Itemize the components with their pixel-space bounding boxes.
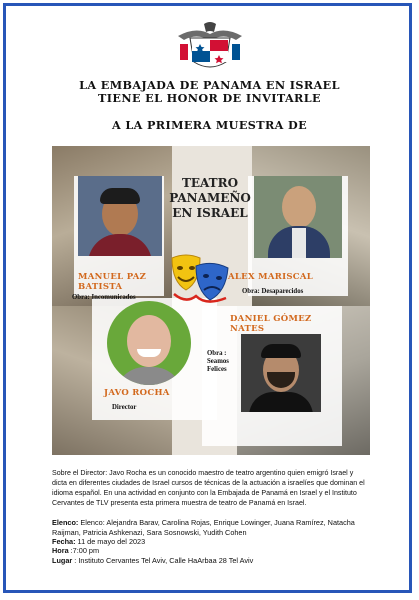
poster-title-line: PANAMEÑO [169, 191, 251, 205]
invitation-line-2: TIENE EL HONOR DE INVITARLE [98, 91, 321, 105]
role-label [207, 350, 243, 374]
person-name-line: ALEX MARISCAL [228, 272, 314, 282]
person-name-line: DANIEL GÓMEZ [230, 314, 312, 324]
venue-value: : Instituto Cervantes Tel Aviv, Calle HaArbaa 28 Tel Aviv [72, 556, 254, 565]
person-name-daniel-gomez-nates [230, 314, 330, 334]
cast-label: Elenco: [52, 518, 79, 527]
role-label-line: Obra : [207, 350, 227, 357]
poster-title-line: TEATRO [181, 176, 239, 190]
cast-value: Elenco: Alejandra Barav, Carolina Rojas, Enrique Lowinger, Juana Ramírez, Natacha Raijman, Patricia Ashkenazi, Sara Sosnowski, Yudith Cohen [52, 518, 355, 537]
date-value: 11 de mayo del 2023 [75, 537, 146, 546]
invitation-line-1: LA EMBAJADA DE PANAMA EN ISRAEL [79, 78, 340, 92]
person-name-line: BATISTA [78, 282, 123, 292]
time-info [52, 546, 372, 556]
portrait-daniel-gomez-nates [241, 334, 321, 412]
director-description: Sobre el Director: Javo Rocha es un conocido maestro de teatro argentino quien emigró Israel y dicta en diferentes ciudades de Israel cursos de técnicas de la actuación a israelíes que dominan el idioma español. En una actividad en conjunto con la Embajada de Panamá en Israel y el Instituto Cervantes de TLV presenta esta primera muestra de teatro de Panamá en Israel. [52, 469, 365, 507]
person-name-line: MANUEL PAZ [78, 272, 147, 282]
person-name-manuel-paz-batista [78, 272, 146, 292]
theater-masks-icon [166, 252, 234, 306]
time-label: Hora [52, 546, 69, 555]
venue-label: Lugar [52, 556, 73, 565]
poster-title-line: EN ISRAEL [172, 206, 248, 220]
cast-info [52, 518, 372, 538]
poster-collage [52, 146, 370, 455]
role-label: Obra: Desaparecidos [242, 288, 304, 295]
person-name-javo-rocha [104, 388, 170, 398]
venue-info [52, 556, 372, 566]
portrait-manuel-paz-batista [78, 176, 162, 256]
invitation-line-3: A LA PRIMERA MUESTRA DE [111, 118, 308, 132]
portrait-javo-rocha [107, 301, 191, 385]
role-label: Obra: Incomunicados [72, 294, 136, 301]
person-name-line: NATES [230, 324, 265, 334]
person-name-alex-mariscal [228, 272, 313, 282]
role-label-line: Felices [207, 366, 227, 373]
role-label-line: Seamos [207, 358, 229, 365]
time-value: :7:00 pm [68, 546, 100, 555]
panama-coat-of-arms-icon [176, 22, 244, 72]
date-label: Fecha: [52, 537, 76, 546]
person-name-line: JAVO ROCHA [104, 388, 170, 398]
role-label: Director [112, 404, 137, 411]
poster-title [162, 176, 258, 221]
portrait-alex-mariscal [254, 176, 342, 258]
